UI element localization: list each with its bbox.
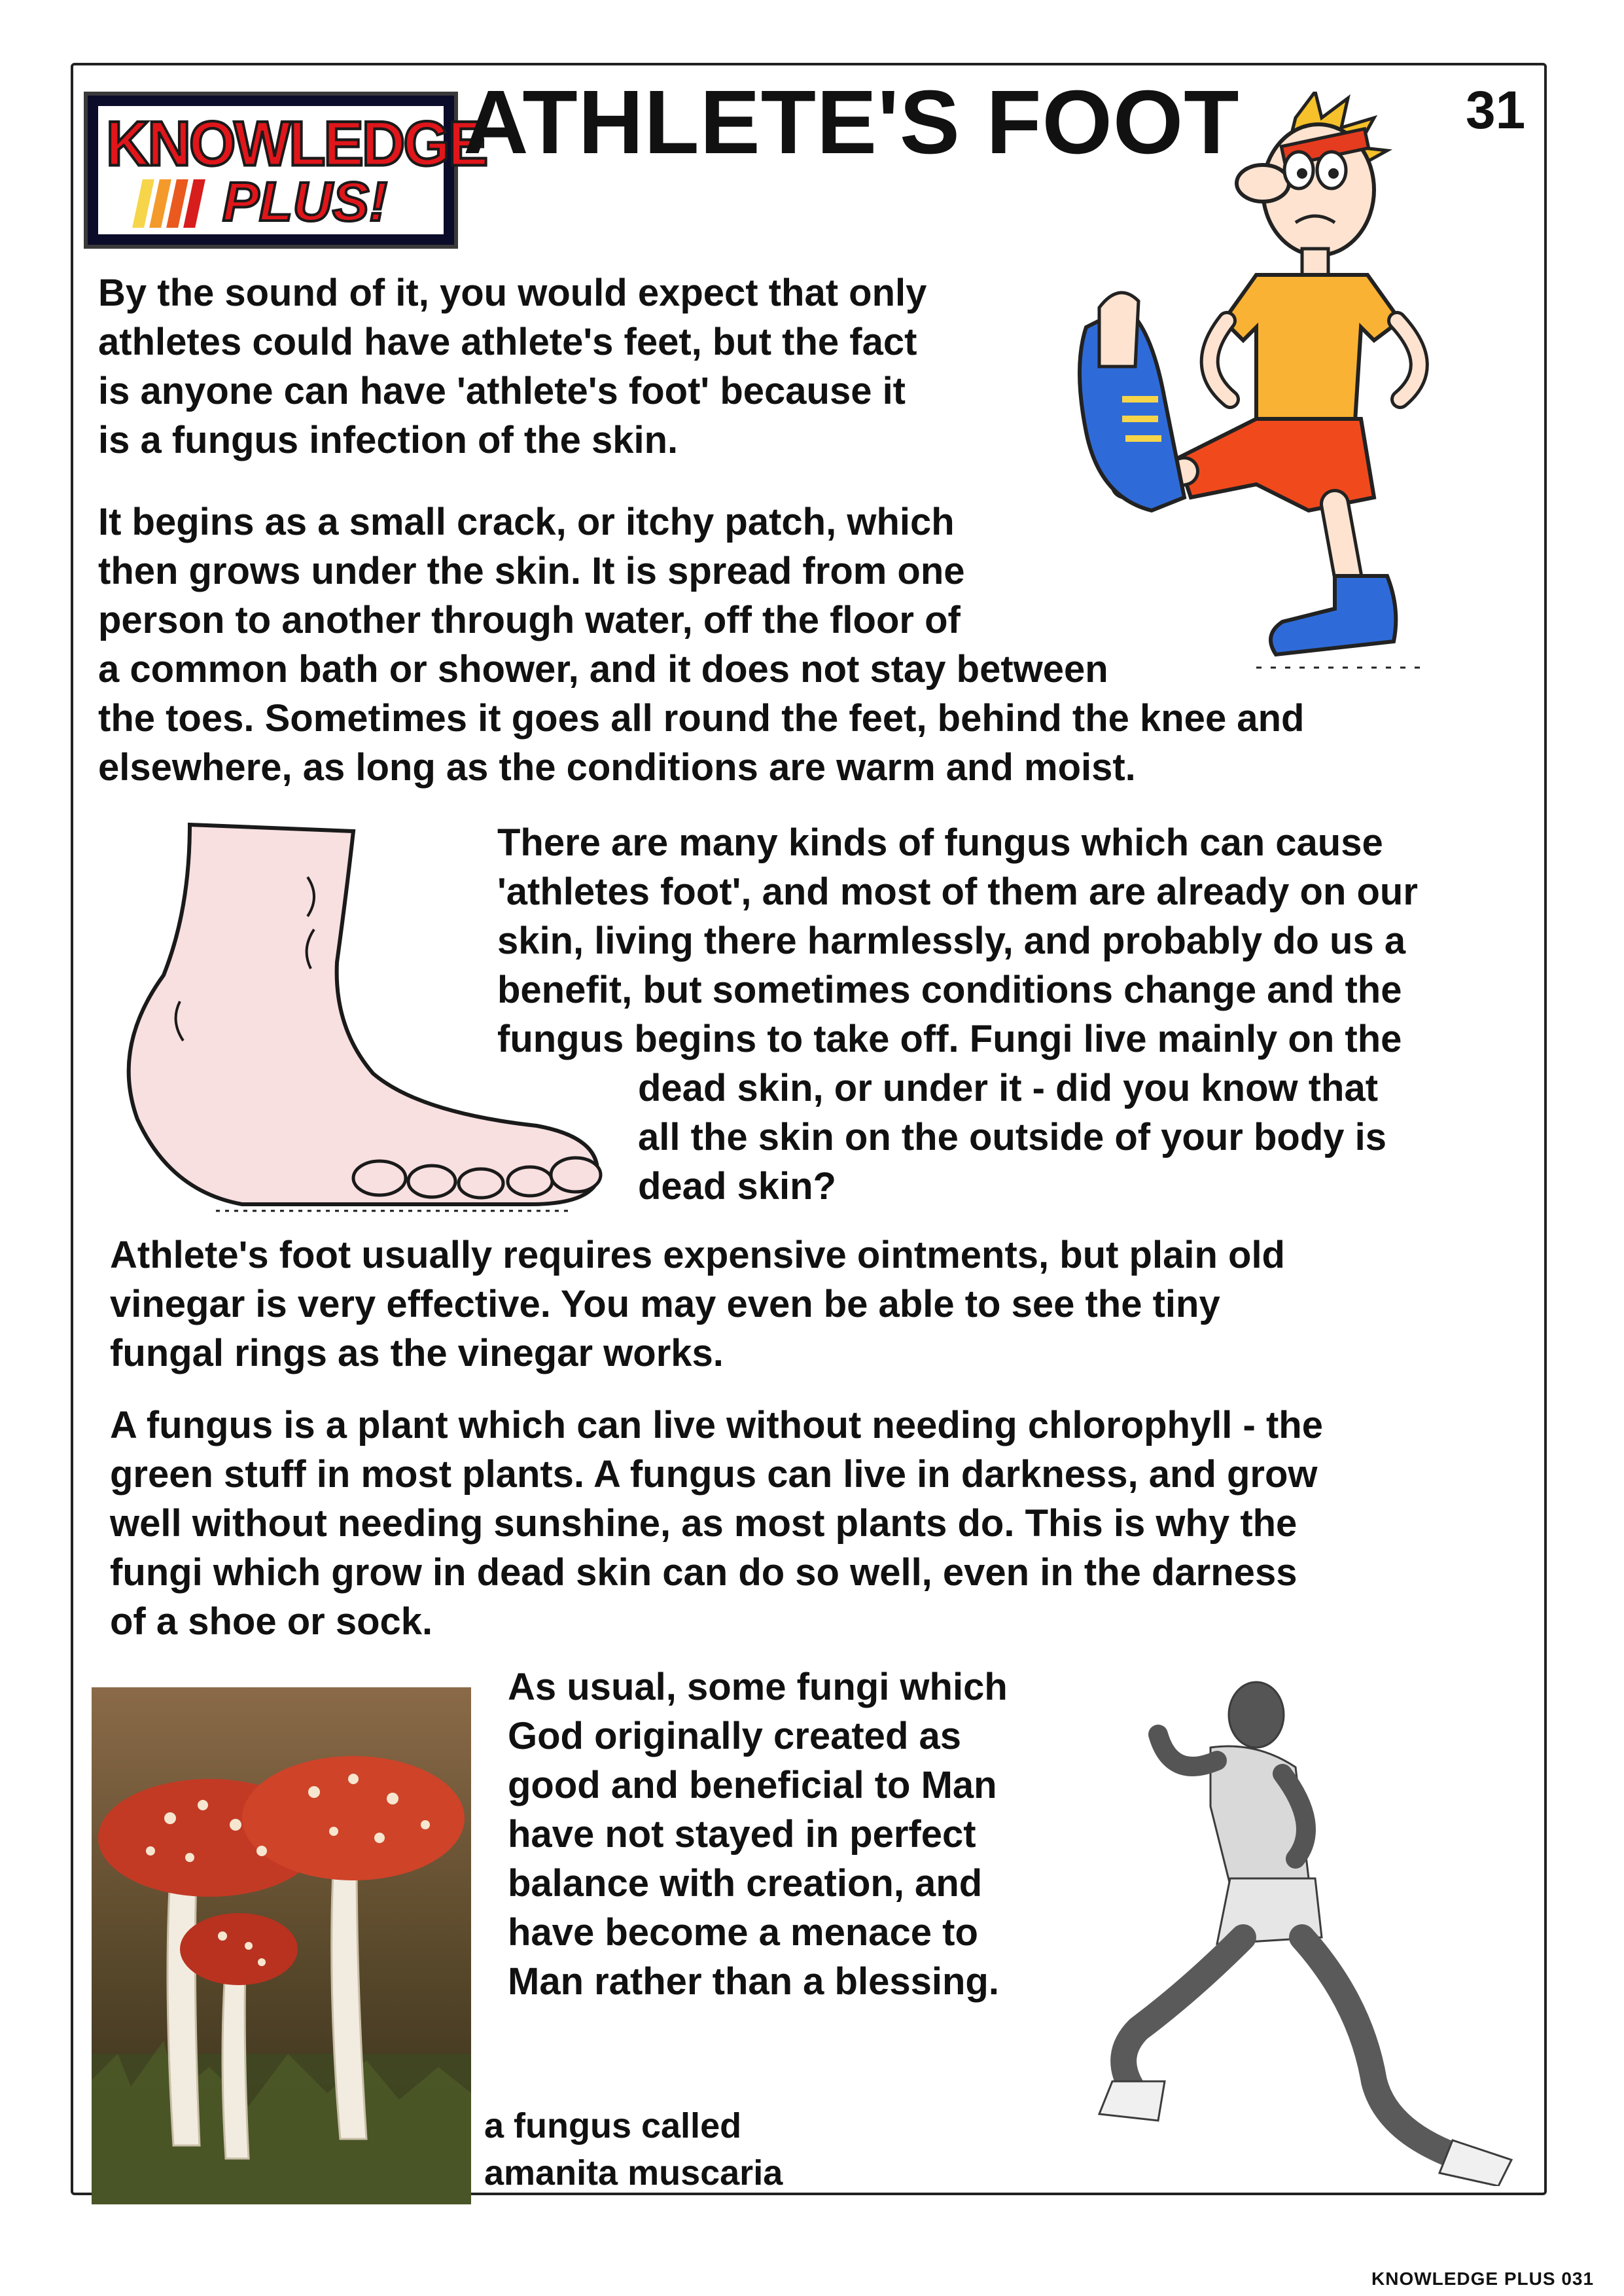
text-line: then grows under the skin. It is spread from one — [98, 550, 965, 592]
text-line: athletes could have athlete's feet, but the fact — [98, 321, 917, 363]
text-line: have not stayed in perfect — [508, 1813, 976, 1856]
text-line: have become a menace to — [508, 1911, 978, 1954]
text-line: By the sound of it, you would expect that only — [98, 272, 927, 314]
logo-line1: KNOWLEDGE — [106, 109, 487, 179]
paragraph-spread — [98, 497, 1304, 792]
text-line: God originally created as — [508, 1715, 961, 1757]
page-number: 31 — [1466, 81, 1526, 140]
amanita-mushroom-photo — [92, 1687, 471, 2204]
text-line: well without needing sunshine, as most plants do. This is why the — [110, 1502, 1297, 1545]
page-footer: KNOWLEDGE PLUS 031 — [1371, 2269, 1595, 2289]
text-line: vinegar is very effective. You may even be able to see the tiny — [110, 1283, 1220, 1325]
text-line: of a shoe or sock. — [110, 1600, 433, 1643]
knowledge-plus-logo — [84, 92, 487, 249]
text-line: is a fungus infection of the skin. — [98, 419, 679, 461]
text-line: dead skin, or under it - did you know that — [638, 1067, 1379, 1109]
text-line: green stuff in most plants. A fungus can live in darkness, and grow — [110, 1453, 1318, 1496]
text-line: balance with creation, and — [508, 1862, 983, 1905]
text-line: skin, living there harmlessly, and probably do us a — [497, 920, 1406, 962]
text-line: a common bath or shower, and it does not stay between — [98, 648, 1108, 691]
paragraph-intro — [98, 268, 927, 465]
text-line: good and beneficial to Man — [508, 1764, 997, 1806]
text-line: person to another through water, off the floor of — [98, 599, 961, 641]
text-line: As usual, some fungi which — [508, 1666, 1008, 1708]
text-line: fungus begins to take off. Fungi live mainly on the — [497, 1018, 1402, 1060]
text-line: all the skin on the outside of your body is — [638, 1116, 1386, 1158]
paragraph-fungus-plant — [110, 1401, 1323, 1646]
text-line: benefit, but sometimes conditions change and the — [497, 969, 1402, 1011]
running-athlete-photo — [1060, 1662, 1544, 2186]
text-line: There are many kinds of fungus which can cause — [497, 821, 1383, 864]
text-line: Man rather than a blessing. — [508, 1960, 999, 2003]
caption-line: amanita muscaria — [484, 2153, 783, 2193]
text-line: It begins as a small crack, or itchy patch, which — [98, 501, 955, 543]
text-line: fungi which grow in dead skin can do so well, even in the darness — [110, 1551, 1297, 1594]
paragraph-fungus-kinds — [497, 818, 1418, 1211]
text-line: is anyone can have 'athlete's foot' because it — [98, 370, 906, 412]
text-line: fungal rings as the vinegar works. — [110, 1332, 724, 1374]
photo-caption — [484, 2102, 783, 2197]
text-line: elsewhere, as long as the conditions are warm and moist. — [98, 746, 1136, 789]
text-line: dead skin? — [638, 1165, 836, 1208]
logo-line2: PLUS! — [222, 171, 387, 232]
page-title: ATHLETE'S FOOT — [463, 72, 1240, 173]
paragraph-vinegar — [110, 1230, 1285, 1378]
paragraph-menace — [508, 1662, 1008, 2006]
text-line: the toes. Sometimes it goes all round the feet, behind the knee and — [98, 697, 1305, 740]
text-line: Athlete's foot usually requires expensive ointments, but plain old — [110, 1234, 1285, 1276]
text-line: 'athletes foot', and most of them are already on our — [497, 870, 1418, 913]
text-line: A fungus is a plant which can live without needing chlorophyll - the — [110, 1404, 1323, 1446]
caption-line: a fungus called — [484, 2106, 742, 2145]
